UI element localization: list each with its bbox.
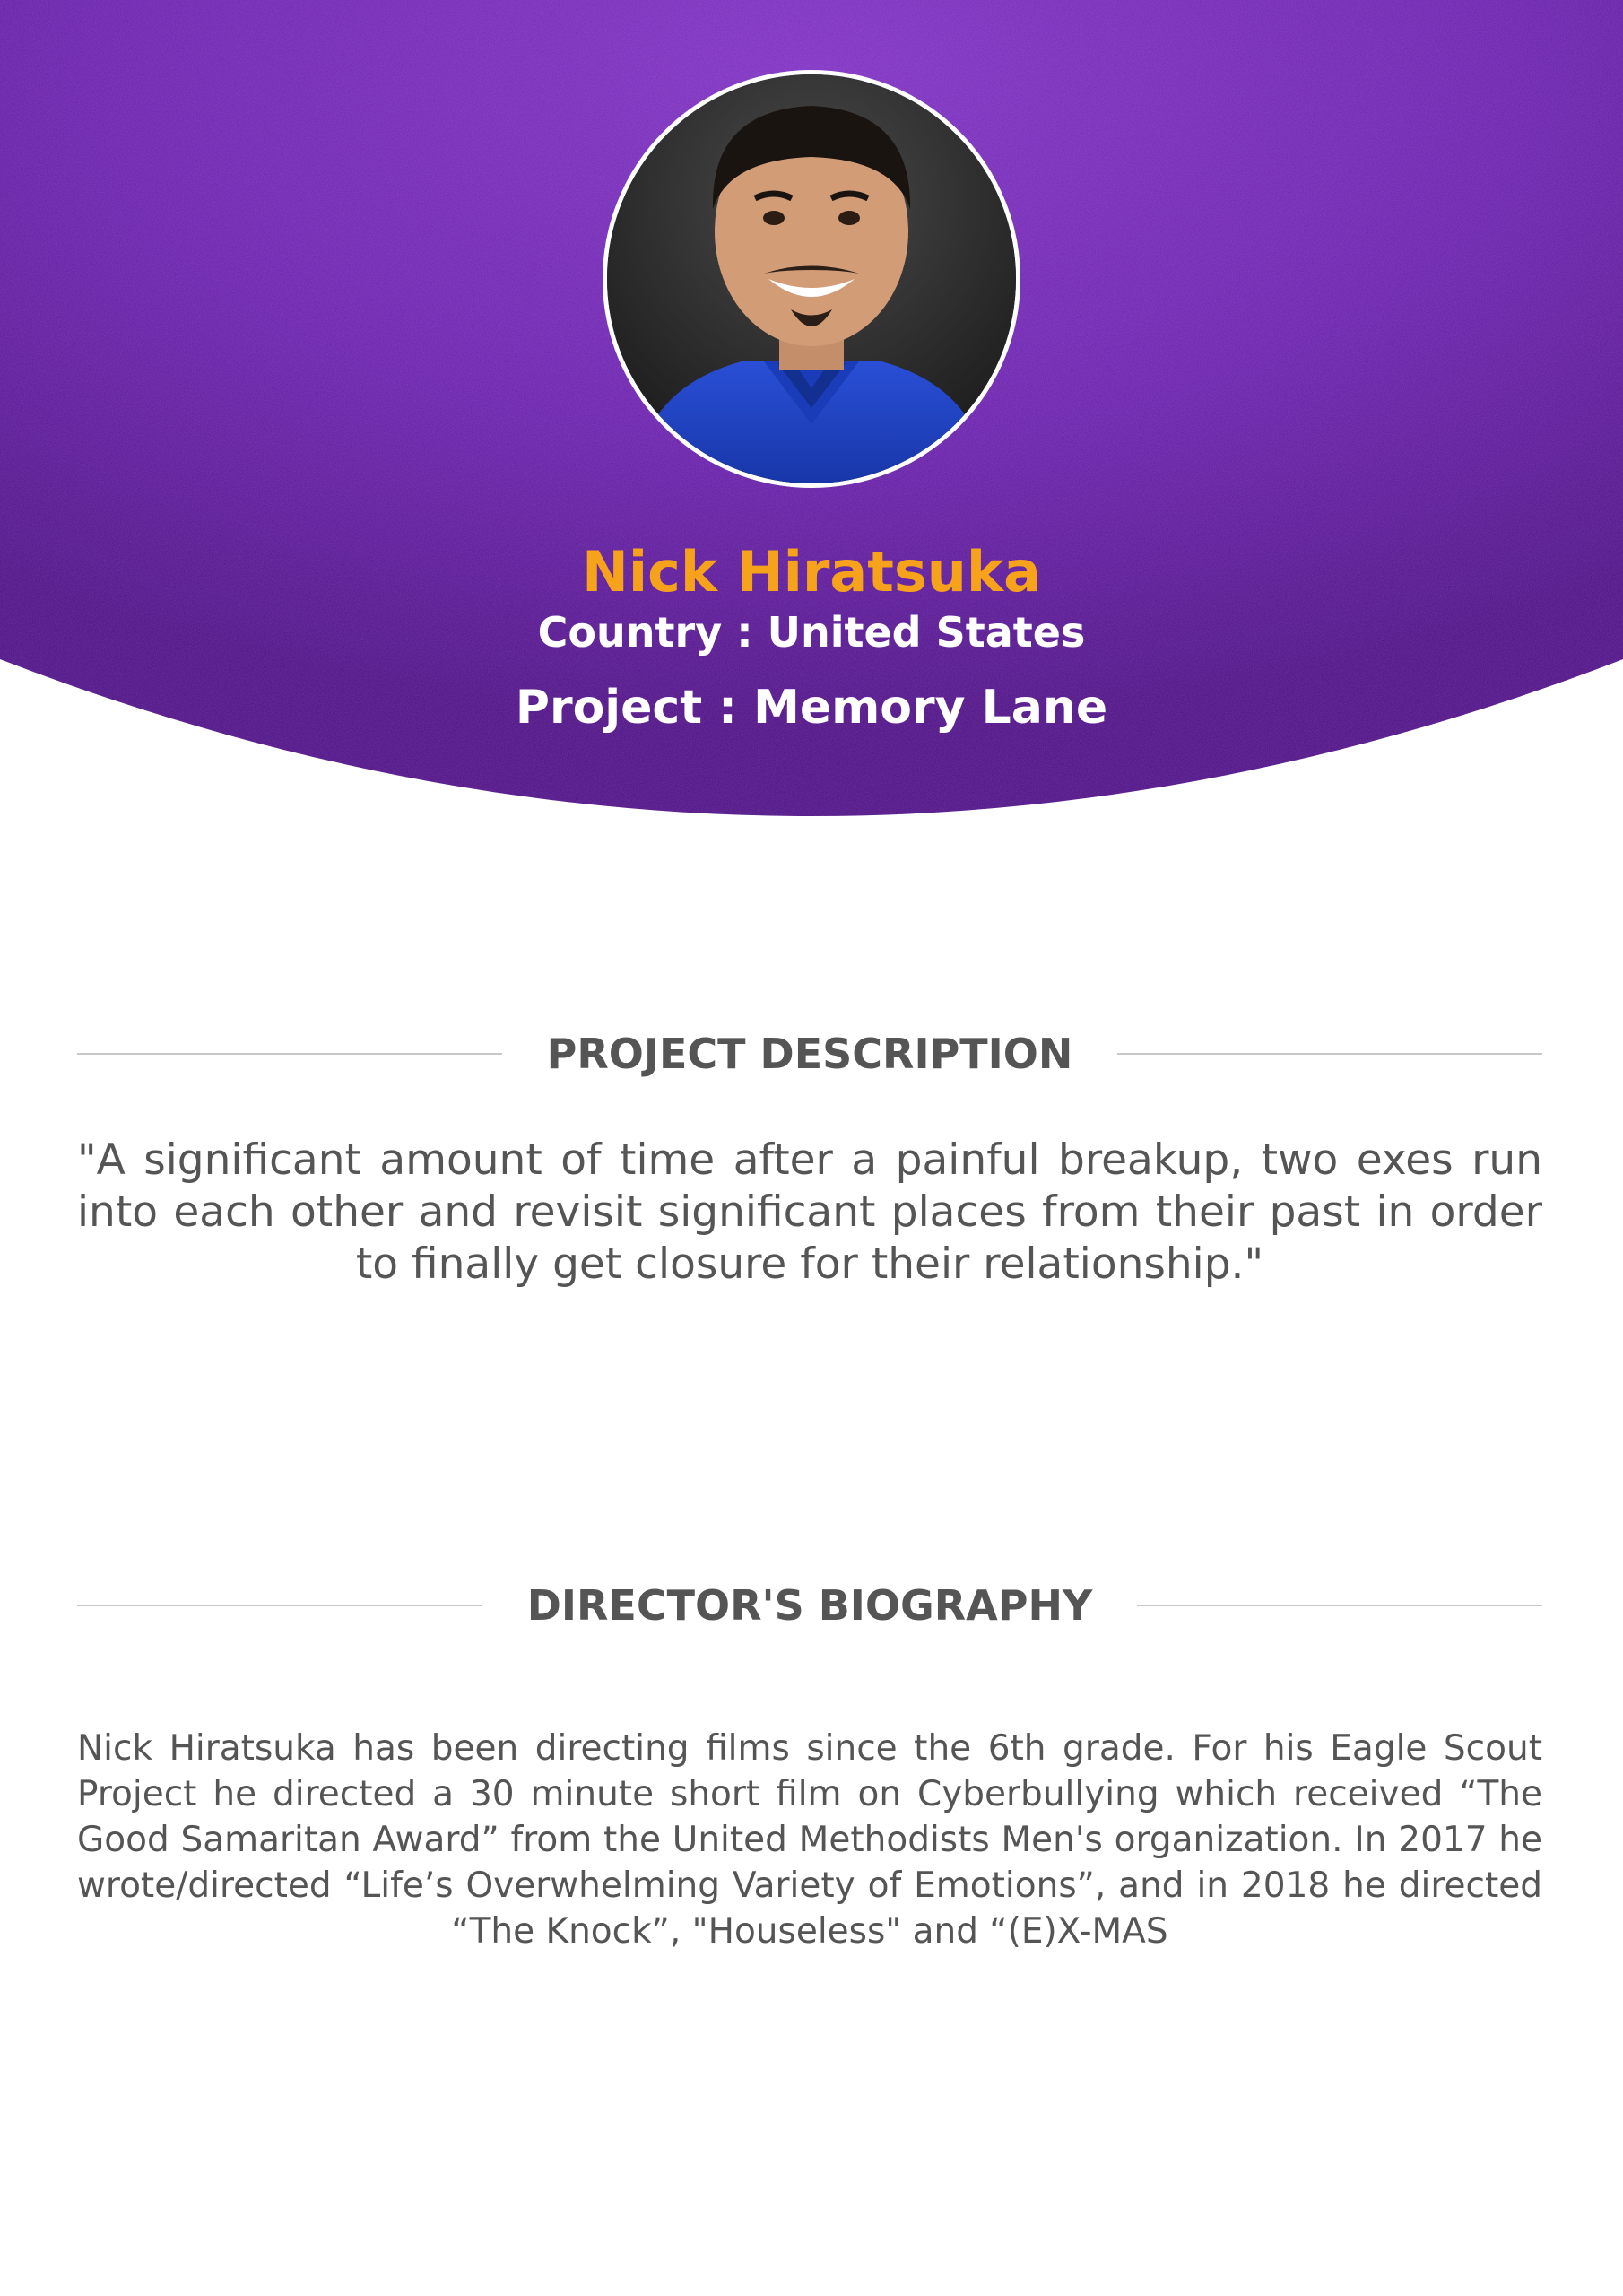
section-title: DIRECTOR'S BIOGRAPHY	[526, 1581, 1093, 1630]
director-country: Country : United States	[537, 608, 1086, 657]
project-description-text: "A significant amount of time after a painful breakup, two exes run into each other and revisit significant places from their past in order to finally get closure for their relationship."	[77, 1135, 1542, 1289]
director-photo	[603, 70, 1020, 488]
divider-left	[77, 1053, 502, 1055]
divider-right	[1137, 1605, 1542, 1606]
director-name: Nick Hiratsuka	[581, 539, 1041, 604]
divider-left	[77, 1605, 482, 1606]
project-description-heading	[77, 1022, 1542, 1085]
portrait-photo-icon	[607, 74, 1016, 483]
header-banner	[0, 0, 1623, 816]
divider-right	[1117, 1053, 1542, 1055]
project-title: Project : Memory Lane	[515, 681, 1108, 735]
section-title: PROJECT DESCRIPTION	[546, 1030, 1073, 1078]
directors-biography-text: Nick Hiratsuka has been directing films since the 6th grade. For his Eagle Scout Project he directed a 30 minute short film on Cyberbullying which received “The Good Samaritan Award” from the United Methodists Men's organization. In 2017 he wrote/directed “Life’s Overwhelming Variety of Emotions”, and in 2018 he directed “The Knock”, "Houseless" and “(E)X-MAS	[77, 1728, 1542, 1952]
directors-biography-heading	[77, 1574, 1542, 1637]
